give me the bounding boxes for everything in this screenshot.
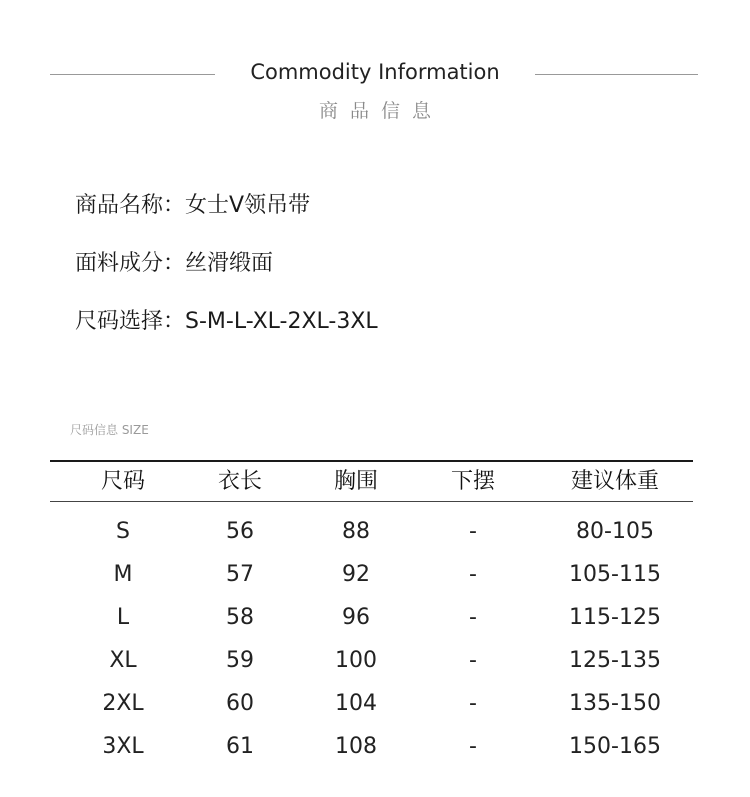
table-cell: S: [116, 519, 130, 544]
table-cell: 59: [226, 648, 254, 673]
table-cell: -: [469, 562, 477, 587]
product-name-label: 商品名称 ：: [75, 193, 185, 218]
fabric-value: 丝滑缎面: [185, 251, 274, 276]
product-name-line: [75, 188, 310, 219]
column-header-weight: 建议体重: [570, 469, 659, 494]
table-cell: 96: [342, 605, 370, 630]
table-cell: -: [469, 648, 477, 673]
table-cell: 135-150: [569, 691, 661, 716]
table-cell: 60: [226, 691, 254, 716]
table-cell: 104: [335, 691, 377, 716]
table-cell: L: [116, 605, 130, 630]
size-select-label: 尺码选择 ：: [75, 309, 185, 334]
column-header-hem: 下摆: [450, 469, 495, 494]
table-cell: 3XL: [102, 734, 144, 759]
header-rule-right: [535, 74, 698, 75]
product-name-value: 女士V领吊带: [185, 193, 311, 218]
page-subtitle: 商品信息: [318, 100, 443, 122]
table-cell: 61: [226, 734, 254, 759]
table-cell: 56: [226, 519, 254, 544]
column-header-bust: 胸围: [333, 469, 378, 494]
table-cell: 105-115: [569, 562, 661, 587]
fabric-line: [75, 246, 273, 277]
table-cell: -: [469, 605, 477, 630]
table-cell: 2XL: [102, 691, 144, 716]
table-cell: 125-135: [569, 648, 661, 673]
table-cell: 108: [335, 734, 377, 759]
fabric-label: 面料成分 ：: [75, 251, 185, 276]
table-top-border: [50, 460, 693, 462]
table-cell: 92: [342, 562, 370, 587]
table-cell: 57: [226, 562, 254, 587]
column-header-length: 衣长: [217, 469, 262, 494]
size-select-line: [75, 304, 378, 335]
table-cell: -: [469, 734, 477, 759]
table-cell: XL: [109, 648, 137, 673]
table-cell: -: [469, 691, 477, 716]
table-cell: 100: [335, 648, 377, 673]
table-cell: 58: [226, 605, 254, 630]
size-section-caption: 尺码信息 SIZE: [70, 423, 149, 437]
table-cell: -: [469, 519, 477, 544]
size-select-value: S-M-L-XL-2XL-3XL: [185, 309, 378, 334]
header-rule-left: [50, 74, 215, 75]
table-header-divider: [50, 501, 693, 502]
table-cell: 150-165: [569, 734, 661, 759]
table-cell: M: [113, 562, 133, 587]
table-cell: 115-125: [569, 605, 661, 630]
column-header-size: 尺码: [100, 469, 145, 494]
table-cell: 88: [342, 519, 370, 544]
table-cell: 80-105: [576, 519, 654, 544]
page-title: Commodity Information: [250, 60, 500, 84]
